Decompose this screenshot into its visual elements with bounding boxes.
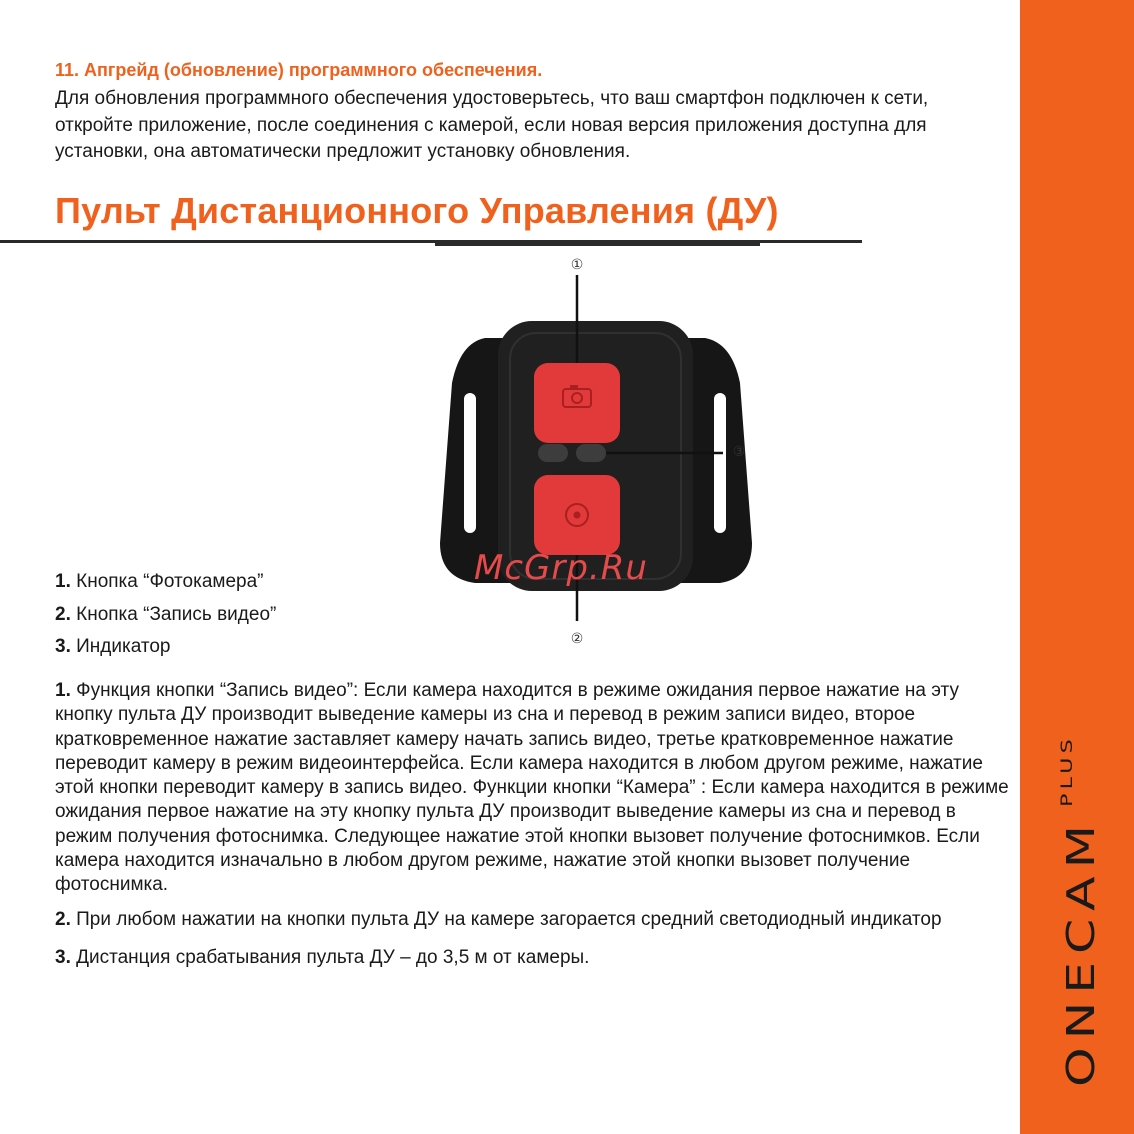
intro-paragraph: Для обновления программного обеспечения удостоверьтесь, что ваш смартфон подключен к сети, откройте приложение, после соединения с камерой, если новая версия приложения доступна для установки, она автоматически предложит установку обновления.	[55, 88, 929, 162]
function-descriptions	[55, 679, 1015, 970]
callout-1: ①	[570, 257, 584, 273]
remote-figure	[430, 243, 760, 653]
strap-slot-right	[714, 393, 726, 533]
callout-3: ③	[732, 444, 746, 460]
legend-item: 2. Кнопка “Запись видео”	[55, 603, 277, 625]
indicator-led	[576, 444, 606, 462]
description-paragraph: 2. При любом нажатии на кнопки пульта ДУ на камере загорается средний светодиодный индикатор	[55, 908, 942, 930]
remote-control-image	[430, 243, 760, 653]
description-paragraph: 3. Дистанция срабатывания пульта ДУ – до 3,5 м от камеры.	[55, 946, 590, 968]
callout-2: ②	[570, 631, 584, 647]
brand-name: ONECAM	[1059, 883, 1103, 1087]
description-paragraph: 1. Функция кнопки “Запись видео”: Если камера находится в режиме ожидания первое нажатие на эту кнопку пульта ДУ производит выведение камеры из сна и перевод в режим записи видео, второе кратковременное нажатие заставляет камеру начать запись видео, третье кратковременное нажатие переводит камеру в режим видеоинтерфейса. Если камера находится в любом другом режиме, нажатие этой кнопки переводит камеру в запись видео. Функции кнопки “Камера” : Если камера находится в режиме ожидания первое нажатие на эту кнопку пульта ДУ производит выведение камеры из сна и перевод в режим получения фотоснимка. Следующее нажатие этой кнопки вызовет получение фотоснимков. Если камера находится изначально в любом другом режиме, нажатие этой кнопки вызовет получение фотоснимка.	[55, 680, 1009, 896]
brand-suffix: PLUS	[1057, 755, 1076, 807]
brand-logo	[1036, 705, 1114, 1095]
brand-logo-graphic	[1036, 705, 1114, 1095]
legend-item: 1. Кнопка “Фотокамера”	[55, 571, 264, 592]
indicator-led-left	[538, 444, 568, 462]
button-legend	[55, 566, 276, 664]
main-title: Пульт Дистанционного Управления (ДУ)	[55, 190, 779, 231]
section-title: 11. Апгрейд (обновление) программного обеспечения.	[55, 60, 543, 80]
legend-item: 3. Индикатор	[55, 636, 171, 657]
watermark: McGrp.Ru	[474, 548, 648, 588]
strap-slot-left	[464, 393, 476, 533]
